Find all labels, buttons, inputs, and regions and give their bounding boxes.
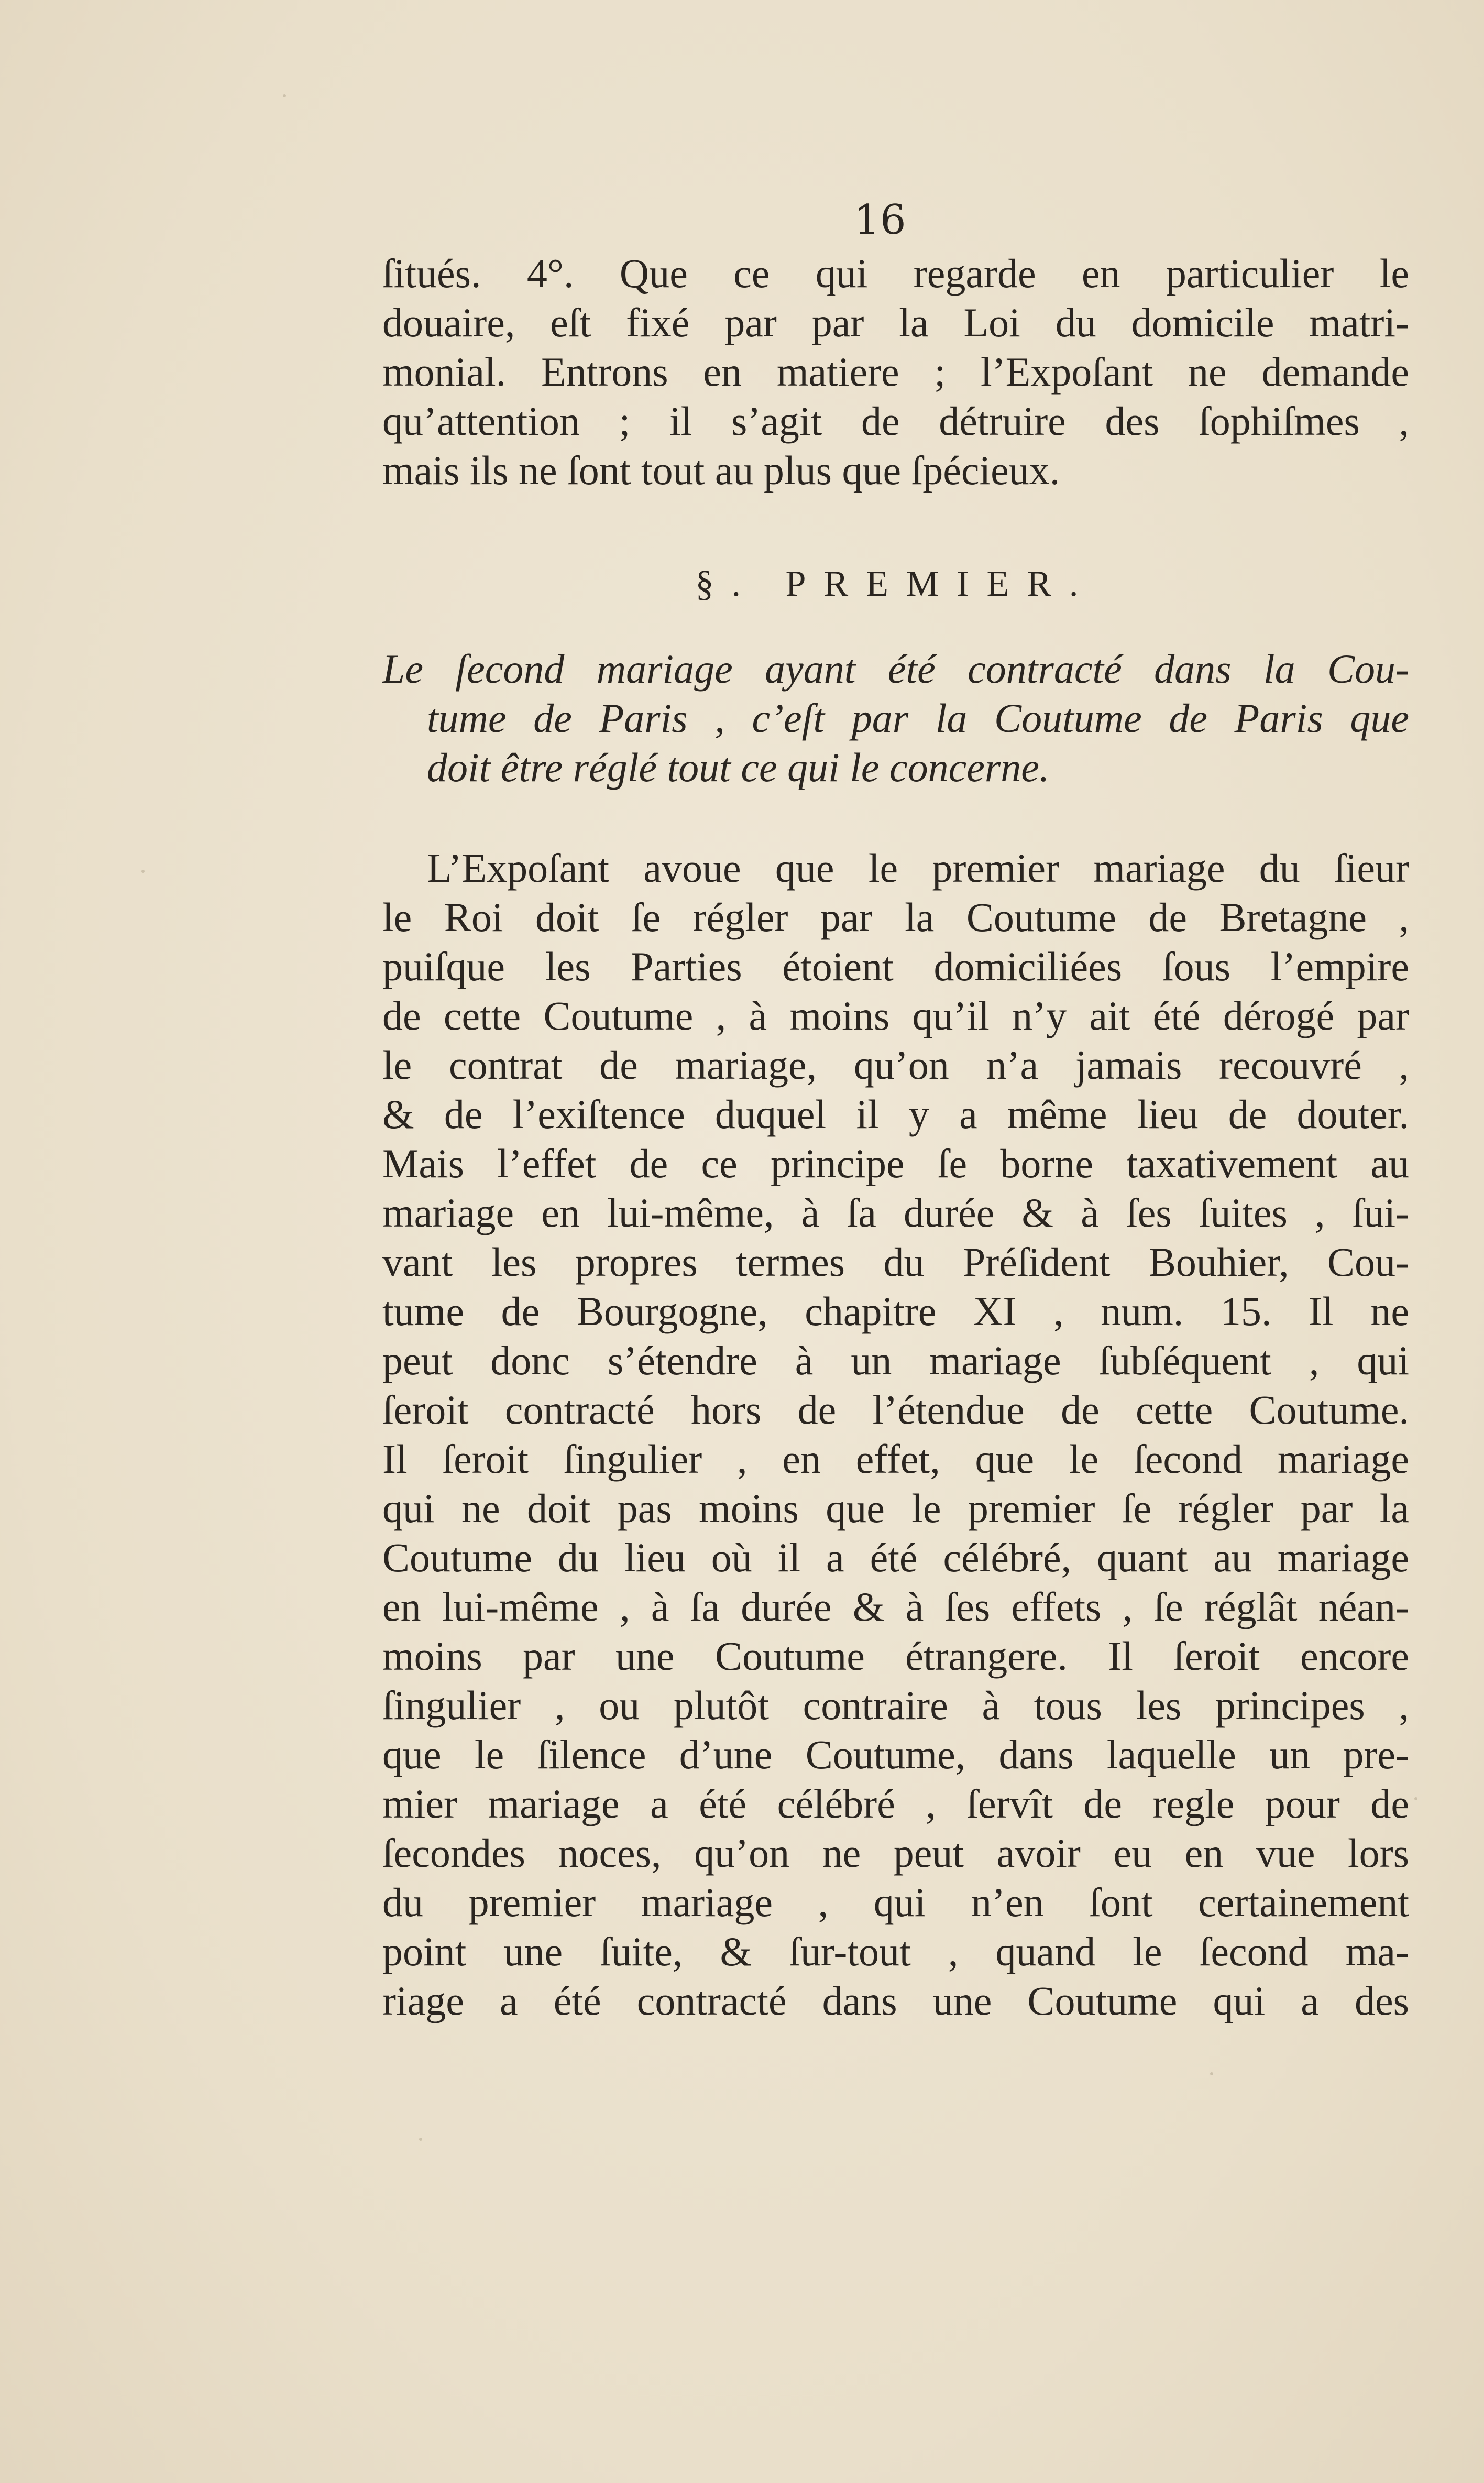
text-line: peut donc s’étendre à un mariage ſubſéquent , qui: [382, 1338, 1409, 1383]
text-line: Coutume du lieu où il a été célébré, quant au mariage: [382, 1535, 1409, 1580]
text-line: L’Expoſant avoue que le premier mariage du ſieur: [427, 845, 1409, 891]
text-line: Mais l’effet de ce principe ſe borne taxativement au: [382, 1141, 1409, 1186]
section-title-line: tume de Paris , c’eſt par la Coutume de Paris que: [427, 695, 1409, 741]
text-line: du premier mariage , qui n’en ſont certainement: [382, 1879, 1409, 1925]
text-line: le contrat de mariage, qu’on n’a jamais recouvré ,: [382, 1042, 1409, 1088]
section-title-line: doit être réglé tout ce qui le concerne.: [427, 745, 1050, 790]
text-line: monial. Entrons en matiere ; l’Expoſant ne demande: [382, 349, 1409, 395]
text-line: & de l’exiſtence duquel il y a même lieu de douter.: [382, 1091, 1409, 1137]
paper-speck: [1210, 2072, 1213, 2075]
text-line: ſecondes noces, qu’on ne peut avoir eu en vue lors: [382, 1830, 1409, 1876]
paper-speck: [141, 870, 145, 873]
text-line: qui ne doit pas moins que le premier ſe régler par la: [382, 1485, 1409, 1531]
text-line: mariage en lui-même, à ſa durée & à ſes ſuites , ſui-: [382, 1190, 1409, 1235]
opening-paragraph: [382, 249, 1409, 495]
text-line: tume de Bourgogne, chapitre XI , num. 15. Il ne: [382, 1288, 1409, 1334]
text-line: riage a été contracté dans une Coutume qui a des: [382, 1978, 1409, 2023]
text-line: ſingulier , ou plutôt contraire à tous les principes ,: [382, 1682, 1409, 1728]
section-heading: §. PREMIER.: [695, 564, 1096, 604]
text-line: Il ſeroit ſingulier , en effet, que le ſecond mariage: [382, 1436, 1409, 1482]
text-line: ſitués. 4°. Que ce qui regarde en particulier le: [382, 250, 1409, 296]
paper-speck: [419, 2138, 422, 2141]
text-line: qu’attention ; il s’agit de détruire des ſophiſmes ,: [382, 398, 1409, 444]
page-number: 16: [854, 196, 906, 244]
text-line: douaire, eſt fixé par par la Loi du domicile matri-: [382, 300, 1409, 345]
body-paragraph: [382, 844, 1409, 2026]
text-line: vant les propres termes du Préſident Bouhier, Cou-: [382, 1239, 1409, 1285]
text-line: mais ils ne ſont tout au plus que ſpécieux.: [382, 447, 1060, 493]
paper-speck: [283, 94, 286, 97]
section-title: [382, 644, 1409, 792]
section-title-line: Le ſecond mariage ayant été contracté dans la Cou-: [382, 646, 1409, 692]
text-line: point une ſuite, & ſur-tout , quand le ſecond ma-: [382, 1929, 1409, 1974]
paper-speck: [1414, 1797, 1417, 1800]
text-line: que le ſilence d’une Coutume, dans laquelle un pre-: [382, 1732, 1409, 1777]
text-line: de cette Coutume , à moins qu’il n’y ait été dérogé par: [382, 993, 1409, 1038]
text-line: puiſque les Parties étoient domiciliées ſous l’empire: [382, 944, 1409, 989]
text-line: ſeroit contracté hors de l’étendue de cette Coutume.: [382, 1387, 1409, 1432]
text-line: le Roi doit ſe régler par la Coutume de Bretagne ,: [382, 894, 1409, 940]
text-line: mier mariage a été célébré , ſervît de regle pour de: [382, 1781, 1409, 1826]
text-line: moins par une Coutume étrangere. Il ſeroit encore: [382, 1633, 1409, 1679]
text-line: en lui-même , à ſa durée & à ſes effets , ſe réglât néan-: [382, 1584, 1409, 1629]
